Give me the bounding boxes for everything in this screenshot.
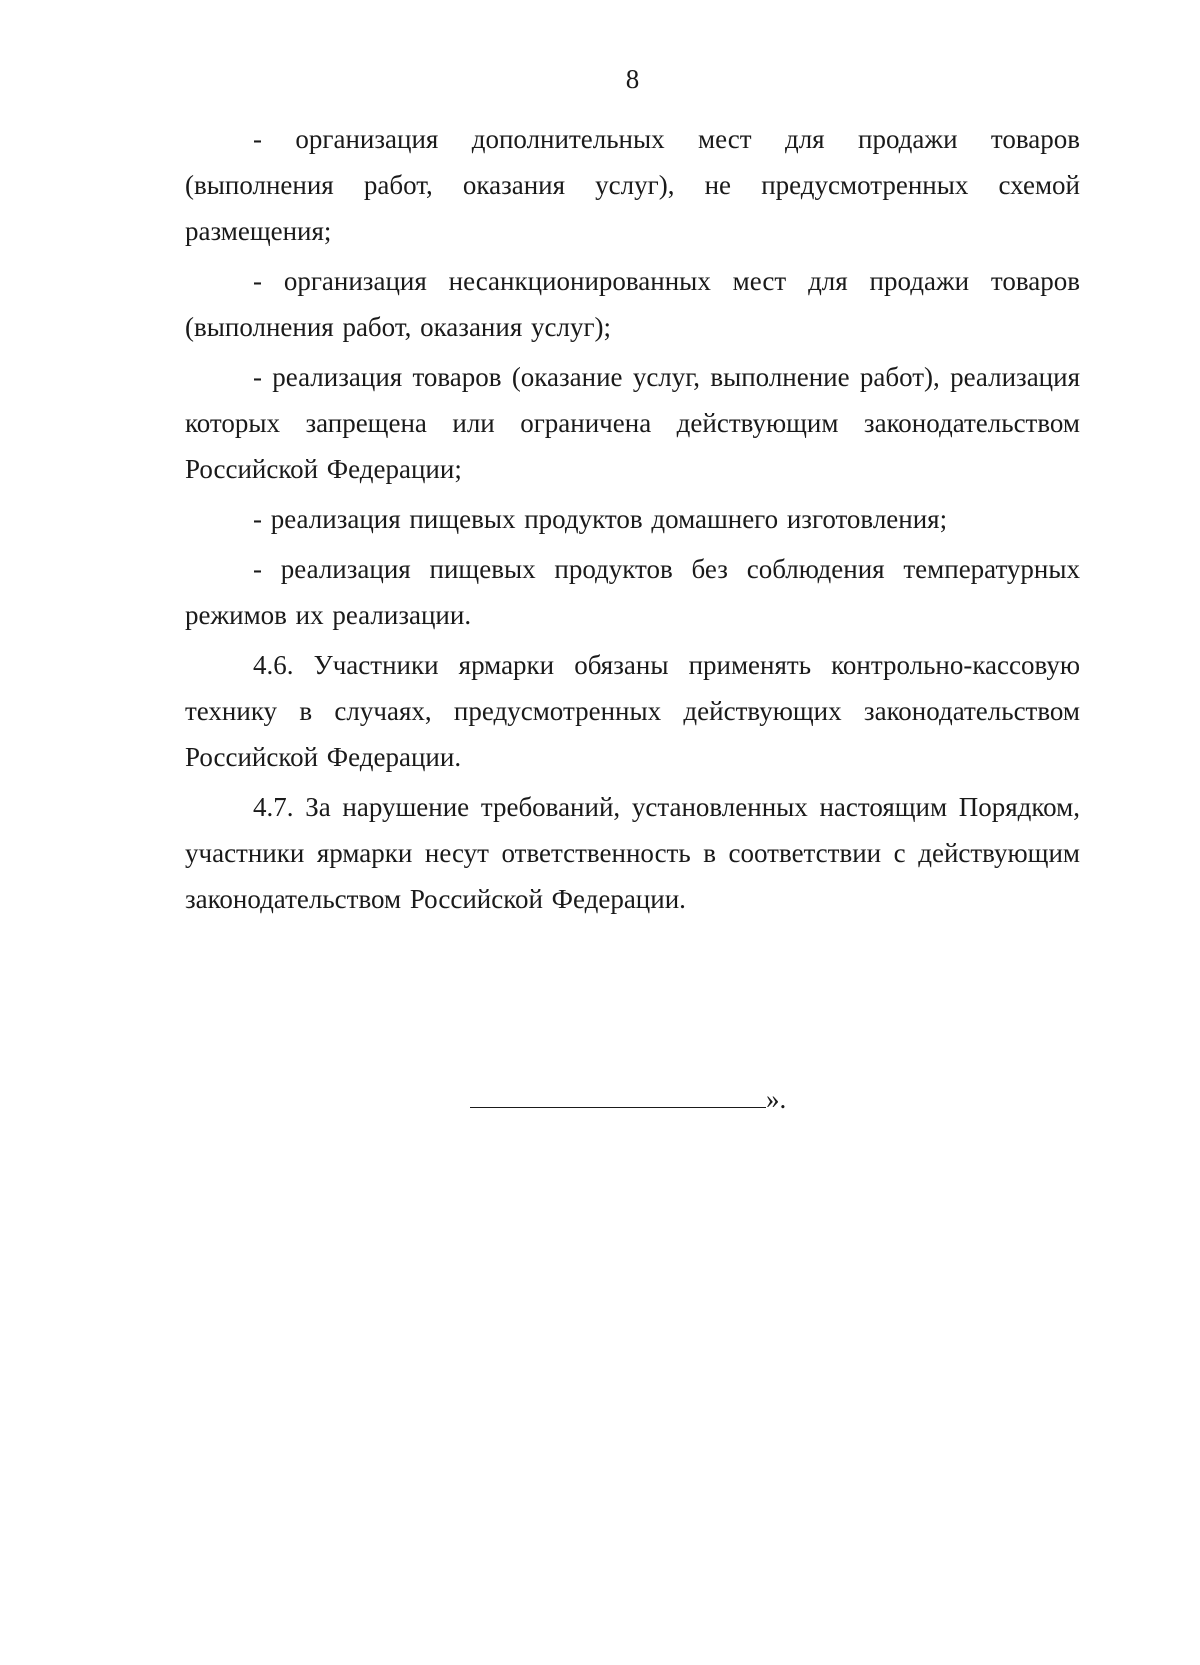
page-number: 8: [625, 64, 640, 94]
paragraph: - реализация пищевых продуктов домашнего изготовления;: [253, 504, 948, 534]
signature-underline: [470, 1085, 766, 1108]
document-body: [185, 116, 1080, 926]
closing-line: [470, 1082, 786, 1116]
paragraph: 4.7. За нарушение требований, установленных настоящим Порядком, участники ярмарки несут ответственность в соответствии с действующим законодательством Российской Федерации.: [185, 792, 1080, 914]
closing-quote: ».: [766, 1084, 787, 1114]
paragraph: 4.6. Участники ярмарки обязаны применять контрольно-кассовую технику в случаях, предусмотренных действующих законодательством Российской Федерации.: [185, 650, 1080, 772]
paragraph: - организация дополнительных мест для продажи товаров (выполнения работ, оказания услуг), не предусмотренных схемой размещения;: [185, 124, 1080, 246]
paragraph: - реализация товаров (оказание услуг, выполнение работ), реализация которых запрещена или ограничена действующим законодательством Российской Федерации;: [185, 362, 1080, 484]
paragraph: - реализация пищевых продуктов без соблюдения температурных режимов их реализации.: [185, 554, 1080, 630]
paragraph: - организация несанкционированных мест для продажи товаров (выполнения работ, оказания услуг);: [185, 266, 1080, 342]
